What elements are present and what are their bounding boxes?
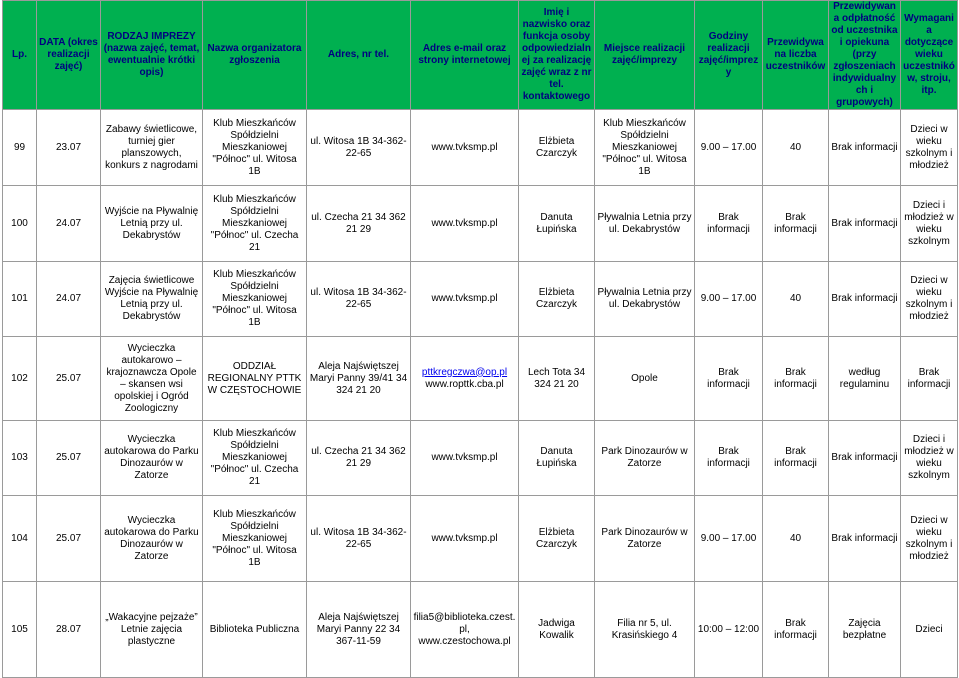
- cell-lp: 105: [3, 582, 37, 678]
- cell-address: ul. Witosa 1B 34-362-22-65: [307, 262, 411, 337]
- cell-organizer: Klub Mieszkańców Spółdzielni Mieszkaniowej "Północ" ul. Witosa 1B: [203, 110, 307, 186]
- cell-count: Brak informacji: [763, 582, 829, 678]
- table-row: [3, 262, 958, 337]
- cell-lp: 102: [3, 337, 37, 421]
- cell-date: 24.07: [37, 262, 101, 337]
- cell-date: 25.07: [37, 337, 101, 421]
- cell-lp: 101: [3, 262, 37, 337]
- cell-hours: 10:00 – 12:00: [695, 582, 763, 678]
- cell-event: Wyjście na Pływalnię Letnią przy ul. Dekabrystów: [101, 186, 203, 262]
- header-row: [3, 1, 958, 110]
- cell-place: Opole: [595, 337, 695, 421]
- cell-hours: Brak informacji: [695, 186, 763, 262]
- cell-requirements: Dzieci w wieku szkolnym i młodzież: [901, 110, 958, 186]
- header-person: Imię i nazwisko oraz funkcja osoby odpowiedzialnej za realizację zajęć wraz z nr tel. kontaktowego: [519, 1, 595, 110]
- cell-email[interactable]: www.tvksmp.pl: [411, 496, 519, 582]
- cell-lp: 100: [3, 186, 37, 262]
- cell-fee: Zajęcia bezpłatne: [829, 582, 901, 678]
- header-event: RODZAJ IMPREZY (nazwa zajęć, temat, ewentualnie krótki opis): [101, 1, 203, 110]
- cell-fee: Brak informacji: [829, 421, 901, 496]
- cell-date: 25.07: [37, 496, 101, 582]
- cell-address: Aleja Najświętszej Maryi Panny 22 34 367-11-59: [307, 582, 411, 678]
- cell-email[interactable]: www.tvksmp.pl: [411, 110, 519, 186]
- cell-hours: 9.00 – 17.00: [695, 110, 763, 186]
- table-row: [3, 337, 958, 421]
- cell-email: [411, 337, 519, 421]
- cell-count: Brak informacji: [763, 337, 829, 421]
- cell-email[interactable]: filia5@biblioteka.czest.pl, www.czestochowa.pl: [411, 582, 519, 678]
- cell-organizer: Klub Mieszkańców Spółdzielni Mieszkaniowej "Północ" ul. Witosa 1B: [203, 262, 307, 337]
- cell-event: „Wakacyjne pejzaże” Letnie zajęcia plastyczne: [101, 582, 203, 678]
- cell-requirements: Dzieci: [901, 582, 958, 678]
- cell-address: ul. Czecha 21 34 362 21 29: [307, 421, 411, 496]
- cell-place: Filia nr 5, ul. Krasińskiego 4: [595, 582, 695, 678]
- cell-organizer: Klub Mieszkańców Spółdzielni Mieszkaniowej "Północ" ul. Czecha 21: [203, 421, 307, 496]
- cell-fee: Brak informacji: [829, 186, 901, 262]
- header-date: DATA (okres realizacji zajęć): [37, 1, 101, 110]
- events-table: [2, 0, 958, 678]
- header-count: Przewidywana liczba uczestników: [763, 1, 829, 110]
- cell-person: Elżbieta Czarczyk: [519, 110, 595, 186]
- cell-requirements: Dzieci w wieku szkolnym i młodzież: [901, 496, 958, 582]
- website-link[interactable]: www.ropttk.cba.pl: [425, 378, 504, 390]
- table-row: [3, 110, 958, 186]
- cell-fee: według regulaminu: [829, 337, 901, 421]
- table-row: [3, 421, 958, 496]
- cell-event: Zajęcia świetlicowe Wyjście na Pływalnię Letnią przy ul. Dekabrystów: [101, 262, 203, 337]
- cell-hours: Brak informacji: [695, 421, 763, 496]
- cell-hours: 9.00 – 17.00: [695, 496, 763, 582]
- cell-address: ul. Witosa 1B 34-362-22-65: [307, 496, 411, 582]
- cell-email[interactable]: www.tvksmp.pl: [411, 421, 519, 496]
- header-place: Miejsce realizacji zajęć/imprezy: [595, 1, 695, 110]
- cell-place: Klub Mieszkańców Spółdzielni Mieszkaniowej "Północ" ul. Witosa 1B: [595, 110, 695, 186]
- header-requirements: Wymagania dotyczące wieku uczestników, stroju, itp.: [901, 1, 958, 110]
- cell-email[interactable]: www.tvksmp.pl: [411, 186, 519, 262]
- header-address: Adres, nr tel.: [307, 1, 411, 110]
- cell-event: Wycieczka autokarowo – krajoznawcza Opole – skansen wsi opolskiej i Ogród Zoologiczny: [101, 337, 203, 421]
- cell-organizer: Klub Mieszkańców Spółdzielni Mieszkaniowej "Północ" ul. Witosa 1B: [203, 496, 307, 582]
- cell-lp: 103: [3, 421, 37, 496]
- cell-date: 28.07: [37, 582, 101, 678]
- cell-address: ul. Czecha 21 34 362 21 29: [307, 186, 411, 262]
- cell-place: Pływalnia Letnia przy ul. Dekabrystów: [595, 262, 695, 337]
- cell-person: Lech Tota 34 324 21 20: [519, 337, 595, 421]
- cell-requirements: Dzieci w wieku szkolnym i młodzież: [901, 262, 958, 337]
- cell-address: Aleja Najświętszej Maryi Panny 39/41 34 324 21 20: [307, 337, 411, 421]
- cell-hours: Brak informacji: [695, 337, 763, 421]
- header-hours: Godziny realizacji zajęć/imprezy: [695, 1, 763, 110]
- cell-email[interactable]: www.tvksmp.pl: [411, 262, 519, 337]
- cell-event: Zabawy świetlicowe, turniej gier planszowych, konkurs z nagrodami: [101, 110, 203, 186]
- cell-count: Brak informacji: [763, 186, 829, 262]
- header-email: Adres e-mail oraz strony internetowej: [411, 1, 519, 110]
- cell-fee: Brak informacji: [829, 110, 901, 186]
- cell-event: Wycieczka autokarowa do Parku Dinozaurów w Zatorze: [101, 421, 203, 496]
- table-row: [3, 582, 958, 678]
- cell-count: 40: [763, 496, 829, 582]
- header-lp: Lp.: [3, 1, 37, 110]
- cell-requirements: Brak informacji: [901, 337, 958, 421]
- cell-place: Pływalnia Letnia przy ul. Dekabrystów: [595, 186, 695, 262]
- cell-person: Jadwiga Kowalik: [519, 582, 595, 678]
- email-link[interactable]: pttkregczwa@op.pl: [421, 366, 508, 378]
- table-row: [3, 186, 958, 262]
- cell-count: 40: [763, 262, 829, 337]
- header-fee: Przewidywana odpłatność od uczestnika i opiekuna (przy zgłoszeniach indywidualnych i grupowych): [829, 1, 901, 110]
- cell-date: 25.07: [37, 421, 101, 496]
- cell-date: 24.07: [37, 186, 101, 262]
- cell-lp: 104: [3, 496, 37, 582]
- cell-organizer: ODDZIAŁ REGIONALNY PTTK W CZĘSTOCHOWIE: [203, 337, 307, 421]
- cell-count: Brak informacji: [763, 421, 829, 496]
- cell-person: Elżbieta Czarczyk: [519, 496, 595, 582]
- header-organizer: Nazwa organizatora zgłoszenia: [203, 1, 307, 110]
- cell-fee: Brak informacji: [829, 496, 901, 582]
- cell-requirements: Dzieci i młodzież w wieku szkolnym: [901, 421, 958, 496]
- cell-hours: 9.00 – 17.00: [695, 262, 763, 337]
- cell-organizer: Klub Mieszkańców Spółdzielni Mieszkaniowej "Północ" ul. Czecha 21: [203, 186, 307, 262]
- cell-person: Danuta Łupińska: [519, 421, 595, 496]
- cell-date: 23.07: [37, 110, 101, 186]
- cell-person: Danuta Łupińska: [519, 186, 595, 262]
- cell-lp: 99: [3, 110, 37, 186]
- cell-fee: Brak informacji: [829, 262, 901, 337]
- cell-address: ul. Witosa 1B 34-362-22-65: [307, 110, 411, 186]
- cell-place: Park Dinozaurów w Zatorze: [595, 496, 695, 582]
- cell-person: Elżbieta Czarczyk: [519, 262, 595, 337]
- cell-count: 40: [763, 110, 829, 186]
- cell-event: Wycieczka autokarowa do Parku Dinozaurów w Zatorze: [101, 496, 203, 582]
- cell-organizer: Biblioteka Publiczna: [203, 582, 307, 678]
- cell-requirements: Dzieci i młodzież w wieku szkolnym: [901, 186, 958, 262]
- cell-place: Park Dinozaurów w Zatorze: [595, 421, 695, 496]
- table-row: [3, 496, 958, 582]
